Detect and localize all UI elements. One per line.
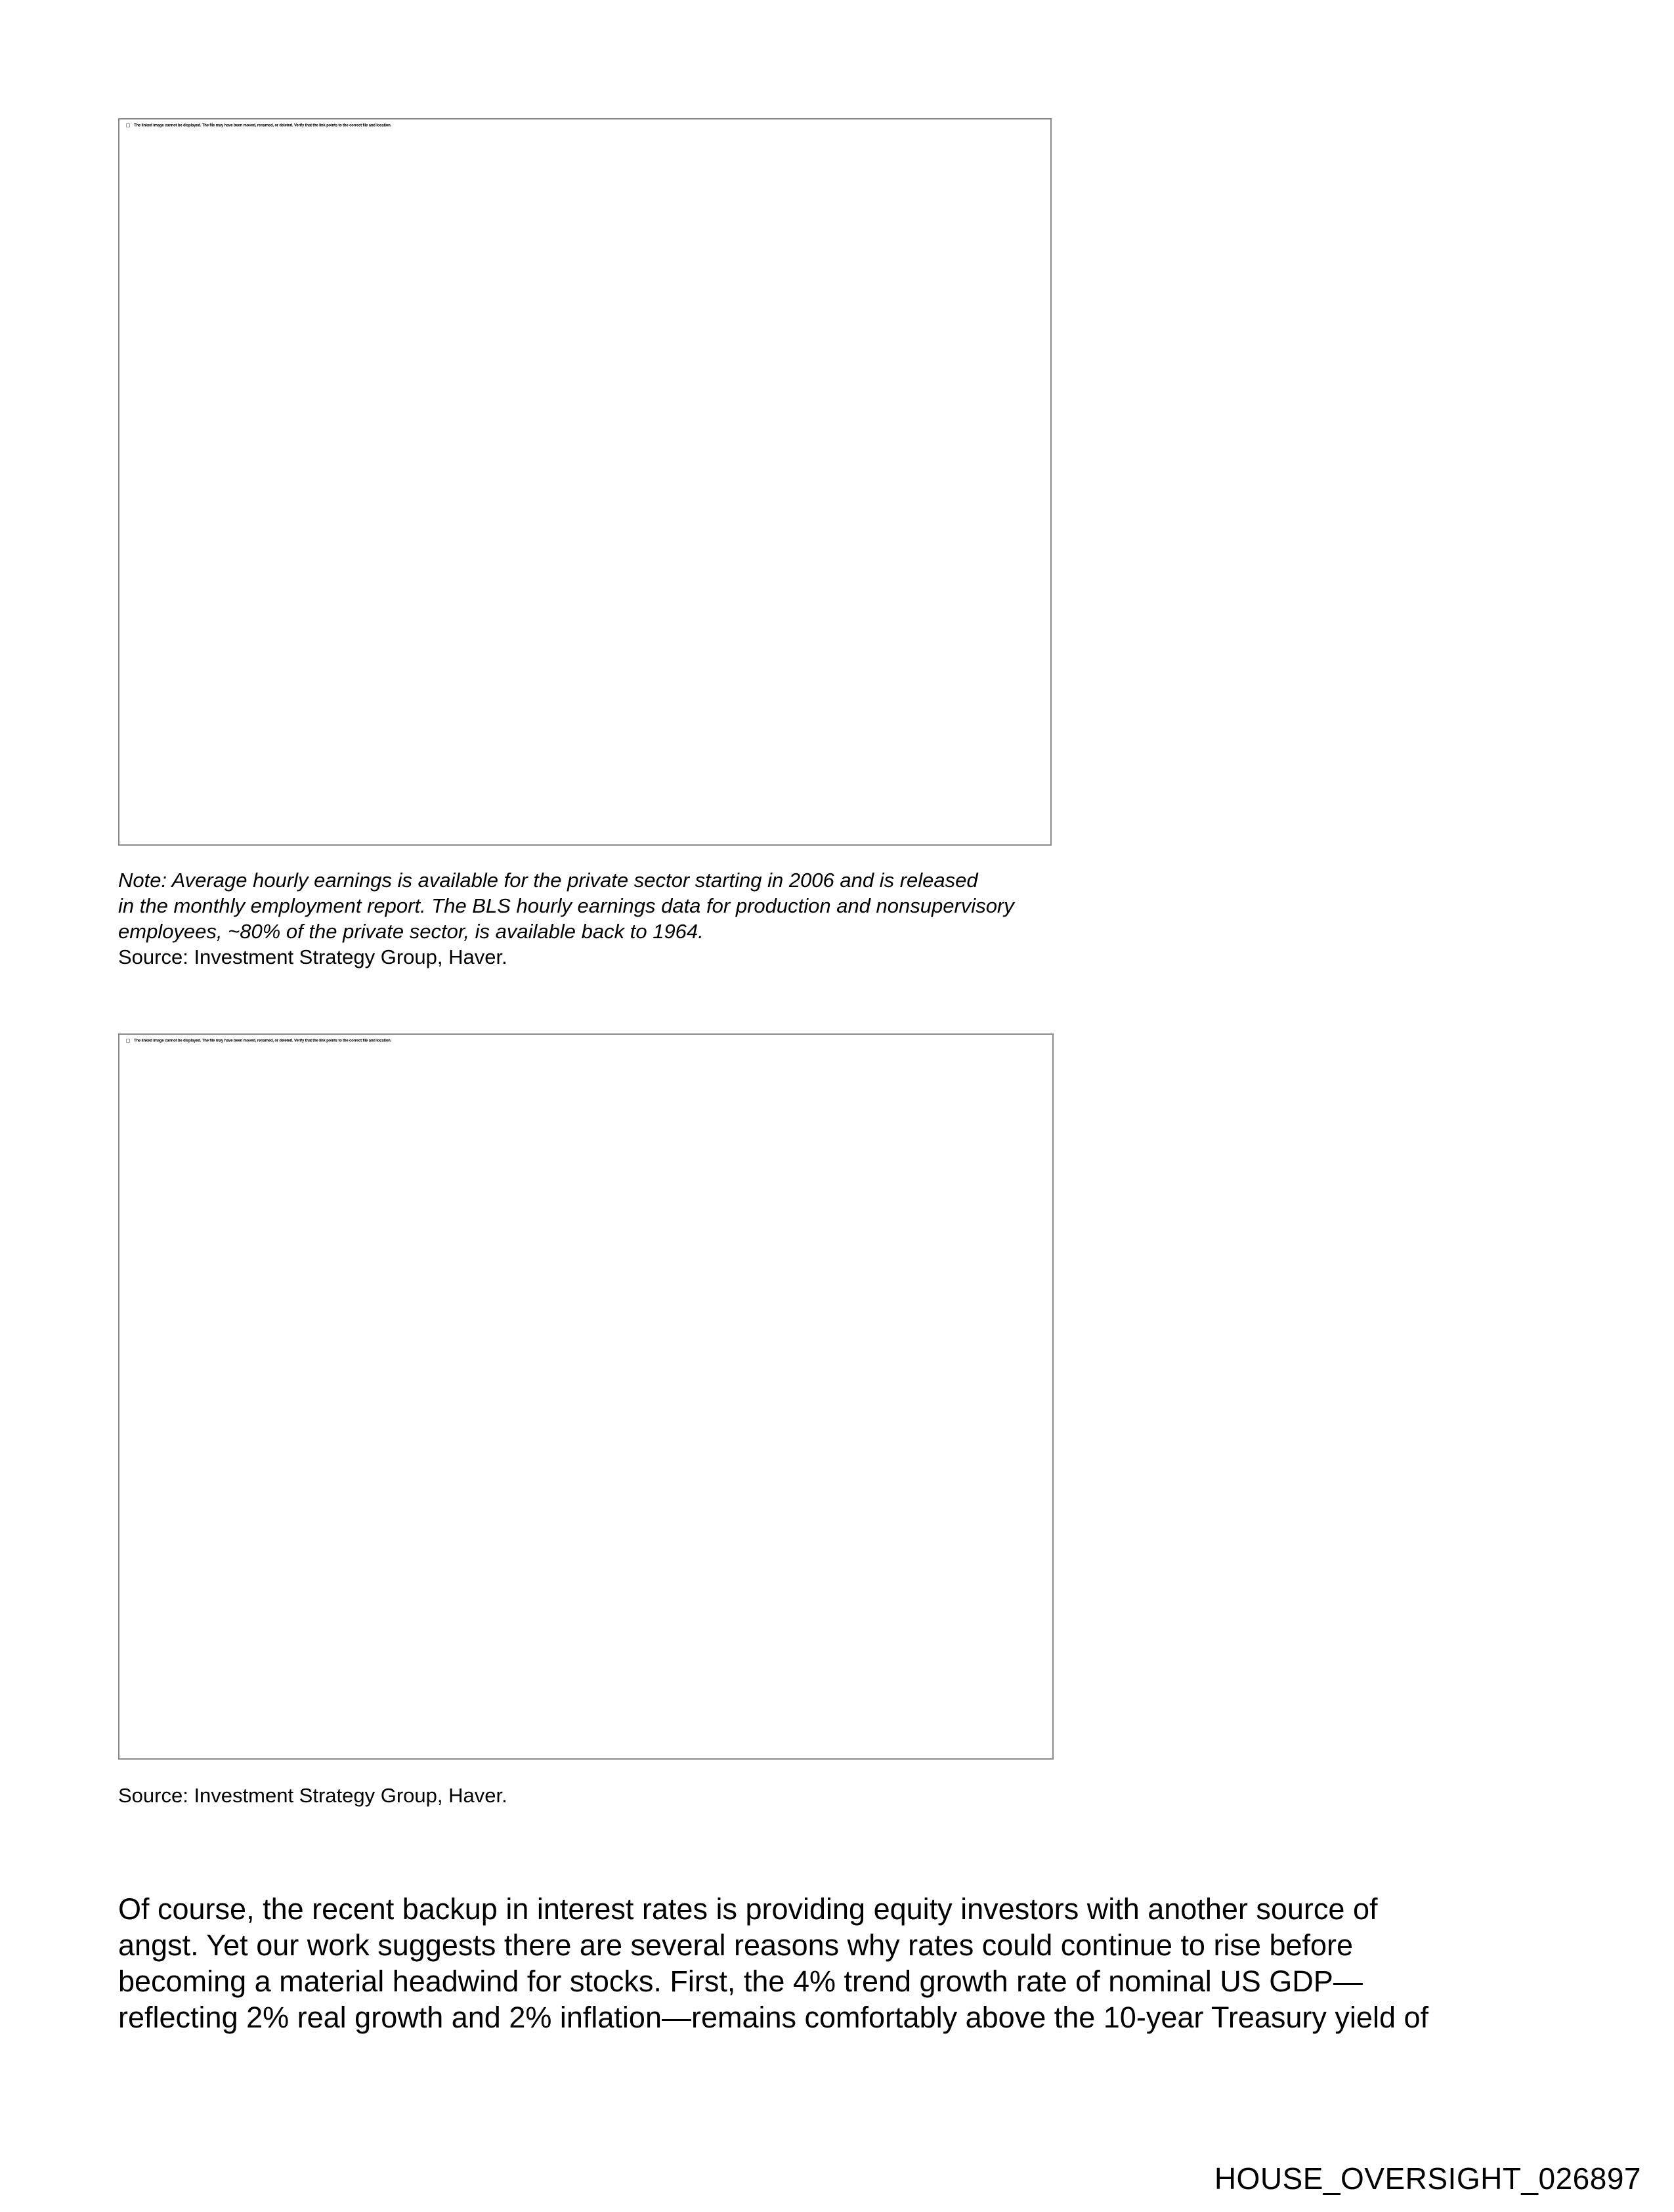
body-line: reflecting 2% real growth and 2% inflation—remains comfortably above the 10-year Treasury yield of <box>118 2001 1428 2034</box>
source-line: Source: Investment Strategy Group, Haver. <box>118 1784 507 1807</box>
source-line: Source: Investment Strategy Group, Haver. <box>118 945 507 968</box>
broken-image-message: The linked image cannot be displayed. The file may have been moved, renamed, or deleted. Verify that the link points to the correct file and location. <box>126 1039 391 1043</box>
body-line: angst. Yet our work suggests there are several reasons why rates could continue to rise before <box>118 1928 1354 1962</box>
figure-note <box>118 867 1103 970</box>
figure-image-broken <box>118 118 1052 846</box>
note-line: Note: Average hourly earnings is available for the private sector starting in 2006 and is released <box>118 869 978 892</box>
broken-image-icon <box>126 123 130 127</box>
broken-image-icon <box>126 1039 130 1043</box>
body-line: becoming a material headwind for stocks. First, the 4% trend growth rate of nominal US GDP— <box>118 1964 1363 1998</box>
figure-image-broken <box>118 1033 1054 1760</box>
body-paragraph <box>118 1891 1582 2035</box>
body-line: Of course, the recent backup in interest rates is providing equity investors with another source of <box>118 1892 1378 1926</box>
broken-image-message: The linked image cannot be displayed. The file may have been moved, renamed, or deleted. Verify that the link points to the correct file and location. <box>126 123 391 128</box>
note-line: employees, ~80% of the private sector, is available back to 1964. <box>118 920 704 943</box>
note-line: in the monthly employment report. The BLS hourly earnings data for production and nonsupervisory <box>118 894 1014 917</box>
document-id: HOUSE_OVERSIGHT_026897 <box>1214 2161 1641 2196</box>
